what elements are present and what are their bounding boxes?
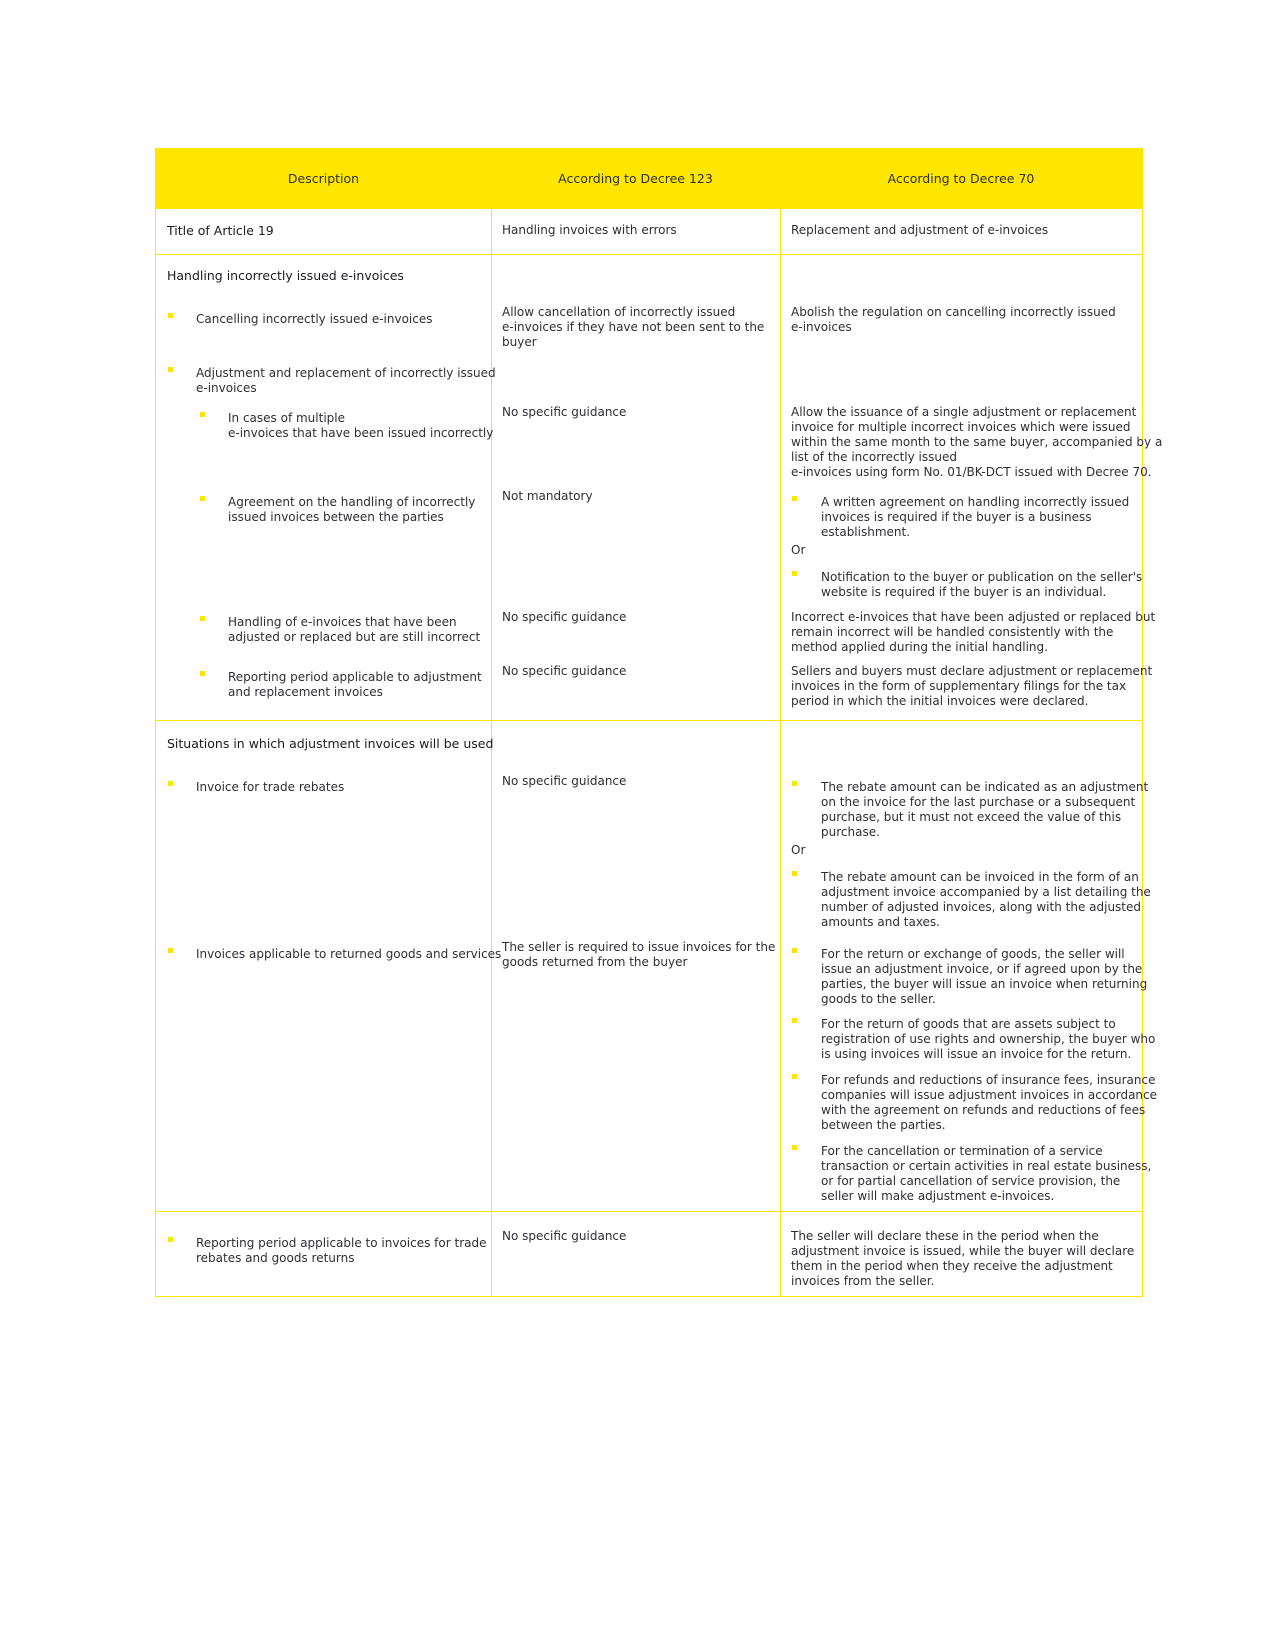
multiple-d70-line: within the same month to the same buyer, accompanied by a — [791, 435, 1163, 449]
multiple-d70-line: Allow the issuance of a single adjustment or replacement — [791, 405, 1137, 419]
bullet-icon — [200, 412, 205, 417]
multiple-desc-line: In cases of multiple — [228, 411, 345, 425]
bullet-icon — [168, 367, 173, 372]
final-reporting-desc-line: Reporting period applicable to invoices for trade — [196, 1236, 487, 1250]
rebates-d70a-line: purchase. — [821, 825, 880, 839]
cancel-desc: Cancelling incorrectly issued e-invoices — [196, 312, 433, 326]
rebates-d70b-line: The rebate amount can be invoiced in the form of an — [821, 870, 1139, 884]
section-title-situations: Situations in which adjustment invoices will be used — [167, 736, 494, 751]
rebates-d70b-line: amounts and taxes. — [821, 915, 940, 929]
final-reporting-d70-line: them in the period when they receive the adjustment — [791, 1259, 1113, 1273]
reporting-d70-line: period in which the initial invoices were declared. — [791, 694, 1089, 708]
returns-d70-3-line: between the parties. — [821, 1118, 946, 1132]
bullet-icon — [792, 496, 797, 501]
still-incorrect-desc-line: Handling of e-invoices that have been — [228, 615, 457, 629]
still-incorrect-d70-line: remain incorrect will be handled consistently with the — [791, 625, 1114, 639]
bullet-icon — [168, 948, 173, 953]
still-incorrect-d70-line: method applied during the initial handling. — [791, 640, 1048, 654]
title-row-decree-70: Replacement and adjustment of e-invoices — [791, 223, 1049, 237]
cancel-d123-line: Allow cancellation of incorrectly issued — [502, 305, 736, 319]
returns-d70-4-line: or for partial cancellation of service provision, the — [821, 1174, 1121, 1188]
rebates-d70a-line: purchase, but it must not exceed the value of this — [821, 810, 1122, 824]
multiple-d123: No specific guidance — [502, 405, 627, 419]
returns-d123-line: The seller is required to issue invoices for the — [502, 940, 776, 954]
row-divider — [156, 720, 1142, 721]
bullet-icon — [200, 496, 205, 501]
bullet-icon — [792, 948, 797, 953]
agreement-d70b-line: website is required if the buyer is an individual. — [821, 585, 1107, 599]
bullet-icon — [792, 1018, 797, 1023]
column-divider — [780, 209, 781, 1297]
reporting-d70-line: invoices in the form of supplementary filings for the tax — [791, 679, 1127, 693]
comparison-table — [155, 148, 1163, 1297]
still-incorrect-desc-line: adjusted or replaced but are still incorrect — [228, 630, 481, 644]
agreement-d70a-line: A written agreement on handling incorrectly issued — [821, 495, 1130, 509]
final-reporting-d123: No specific guidance — [502, 1229, 627, 1243]
returns-d70-4-line: For the cancellation or termination of a service — [821, 1144, 1103, 1158]
multiple-d70-line: invoice for multiple incorrect invoices which were issued — [791, 420, 1131, 434]
returns-d70-2-line: registration of use rights and ownership, the buyer who — [821, 1032, 1156, 1046]
returns-d70-1-line: issue an adjustment invoice, or if agreed upon by the — [821, 962, 1143, 976]
returns-d70-2-line: For the return of goods that are assets subject to — [821, 1017, 1116, 1031]
reporting-d70-line: Sellers and buyers must declare adjustment or replacement — [791, 664, 1153, 678]
returns-d70-4-line: transaction or certain activities in real estate business, — [821, 1159, 1152, 1173]
agreement-d70a-line: establishment. — [821, 525, 911, 539]
rebates-d123: No specific guidance — [502, 774, 627, 788]
rebates-d70a-line: on the invoice for the last purchase or a subsequent — [821, 795, 1136, 809]
table-header — [156, 149, 1142, 209]
returns-d70-2-line: is using invoices will issue an invoice for the return. — [821, 1047, 1132, 1061]
bullet-icon — [168, 1237, 173, 1242]
still-incorrect-d70-line: Incorrect e-invoices that have been adjusted or replaced but — [791, 610, 1156, 624]
header-description: Description — [287, 171, 360, 186]
returns-d70-1-line: goods to the seller. — [821, 992, 936, 1006]
final-reporting-d70-line: The seller will declare these in the period when the — [791, 1229, 1099, 1243]
returns-d70-3-line: companies will issue adjustment invoices in accordance — [821, 1088, 1158, 1102]
returns-d70-1-line: For the return or exchange of goods, the seller will — [821, 947, 1125, 961]
bullet-icon — [792, 571, 797, 576]
final-reporting-d70-line: invoices from the seller. — [791, 1274, 935, 1288]
bullet-icon — [792, 871, 797, 876]
cancel-d70-line: e-invoices — [791, 320, 852, 334]
bullet-icon — [200, 671, 205, 676]
title-row-decree-123: Handling invoices with errors — [502, 223, 677, 237]
rebates-d70b-line: adjustment invoice accompanied by a list detailing the — [821, 885, 1151, 899]
bullet-icon — [792, 1145, 797, 1150]
agreement-or: Or — [791, 543, 806, 557]
cancel-d70-line: Abolish the regulation on cancelling incorrectly issued — [791, 305, 1116, 319]
final-reporting-d70-line: adjustment invoice is issued, while the buyer will declare — [791, 1244, 1135, 1258]
header-decree-70: According to Decree 70 — [887, 171, 1035, 186]
bullet-icon — [168, 781, 173, 786]
rebates-or: Or — [791, 843, 806, 857]
cancel-d123-line: e-invoices if they have not been sent to the — [502, 320, 765, 334]
returns-d123-line: goods returned from the buyer — [502, 955, 688, 969]
bullet-icon — [792, 1074, 797, 1079]
agreement-d70a-line: invoices is required if the buyer is a business — [821, 510, 1092, 524]
returns-d70-3-line: For refunds and reductions of insurance fees, insurance — [821, 1073, 1156, 1087]
reporting-desc-line: and replacement invoices — [228, 685, 383, 699]
row-divider — [156, 254, 1142, 255]
rebates-d70b-line: number of adjusted invoices, along with the adjusted — [821, 900, 1142, 914]
adjust-desc-line: Adjustment and replacement of incorrectly issued — [196, 366, 496, 380]
row-divider — [156, 1211, 1142, 1212]
rebates-desc: Invoice for trade rebates — [196, 780, 345, 794]
title-row-description: Title of Article 19 — [167, 223, 274, 238]
agreement-desc-line: Agreement on the handling of incorrectly — [228, 495, 476, 509]
still-incorrect-d123: No specific guidance — [502, 610, 627, 624]
returns-d70-1-line: parties, the buyer will issue an invoice when returning — [821, 977, 1148, 991]
header-decree-123: According to Decree 123 — [558, 171, 713, 186]
returns-d70-4-line: seller will make adjustment e-invoices. — [821, 1189, 1055, 1203]
returns-desc: Invoices applicable to returned goods and services — [196, 947, 502, 961]
reporting-d123: No specific guidance — [502, 664, 627, 678]
multiple-d70-line: e-invoices using form No. 01/BK-DCT issued with Decree 70. — [791, 465, 1152, 479]
agreement-d70b-line: Notification to the buyer or publication on the seller's — [821, 570, 1143, 584]
bullet-icon — [792, 781, 797, 786]
bullet-icon — [200, 616, 205, 621]
final-reporting-desc-line: rebates and goods returns — [196, 1251, 355, 1265]
cancel-d123-line: buyer — [502, 335, 537, 349]
bullet-icon — [168, 313, 173, 318]
reporting-desc-line: Reporting period applicable to adjustment — [228, 670, 482, 684]
adjust-desc-line: e-invoices — [196, 381, 257, 395]
agreement-desc-line: issued invoices between the parties — [228, 510, 444, 524]
returns-d70-3-line: with the agreement on refunds and reductions of fees — [821, 1103, 1146, 1117]
multiple-desc-line: e-invoices that have been issued incorrectly — [228, 426, 494, 440]
section-title-handling: Handling incorrectly issued e-invoices — [167, 268, 404, 283]
agreement-d123: Not mandatory — [502, 489, 593, 503]
rebates-d70a-line: The rebate amount can be indicated as an adjustment — [821, 780, 1149, 794]
multiple-d70-line: list of the incorrectly issued — [791, 450, 957, 464]
